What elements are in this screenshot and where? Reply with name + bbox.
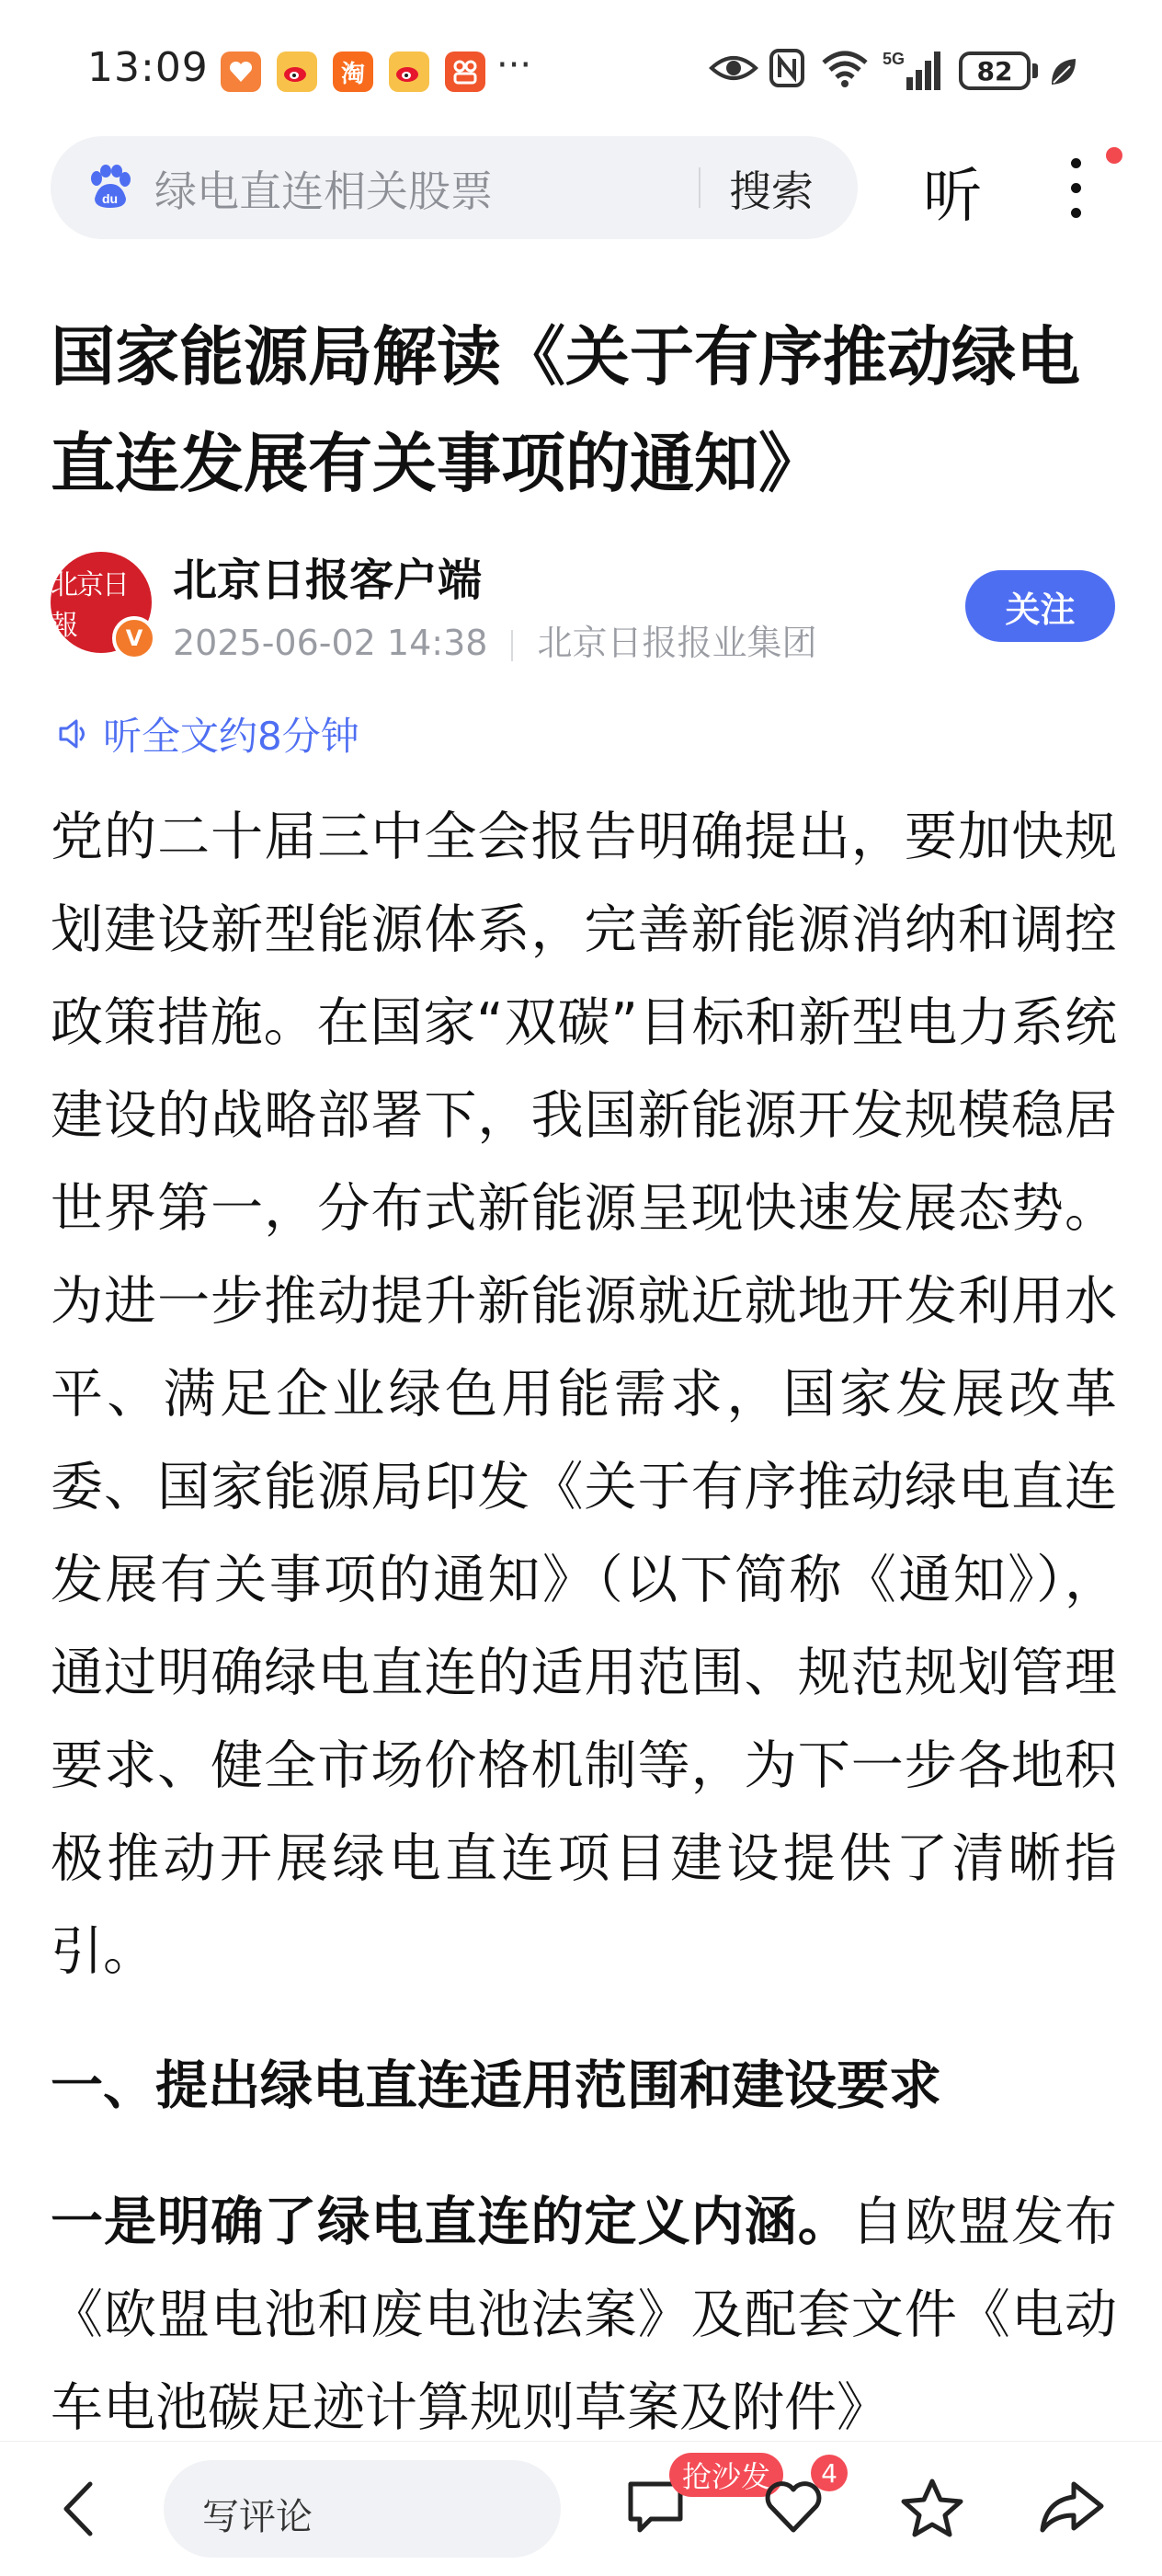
weibo-icon xyxy=(277,52,317,92)
publish-datetime: 2025-06-02 14:38 xyxy=(173,623,488,663)
avatar-logo-text: 北京日報 xyxy=(51,569,128,642)
follow-button[interactable]: 关注 xyxy=(965,570,1115,642)
author-name[interactable]: 北京日报客户端 xyxy=(173,555,483,606)
share-icon[interactable] xyxy=(1037,2477,1107,2537)
publisher-source: 北京日报报业集团 xyxy=(537,623,817,663)
verified-mark: V xyxy=(125,625,143,651)
eye-icon xyxy=(708,48,759,88)
svg-text:5G: 5G xyxy=(883,50,906,68)
weibo-icon xyxy=(389,52,429,92)
taobao-icon xyxy=(333,52,373,92)
comment-input[interactable] xyxy=(164,2460,561,2558)
paragraph-text: 自欧盟发布《欧盟电池和废电池法案》及配套文件《电动车电池碳足迹计算规则草案及附件》 xyxy=(51,2192,1118,2438)
taobao-label: 淘 xyxy=(340,60,365,88)
bottom-action-bar xyxy=(0,2441,1162,2576)
battery-level: 82 xyxy=(976,55,1013,86)
wifi-icon xyxy=(820,48,870,88)
article-paragraph xyxy=(51,2176,1117,2455)
article-title: 国家能源局解读《关于有序推动绿电直连发展有关事项的通知》 xyxy=(51,319,1080,501)
battery-tip xyxy=(1032,63,1038,78)
status-time: 13:09 xyxy=(87,44,209,91)
battery-icon xyxy=(959,52,1031,90)
svg-text:du: du xyxy=(102,191,119,206)
speaker-icon xyxy=(55,716,92,752)
notification-dot xyxy=(1106,147,1122,164)
leaf-icon xyxy=(1048,55,1079,88)
app-grid-icon xyxy=(445,52,485,92)
meta-divider xyxy=(511,630,513,661)
article-paragraph: 党的二十届三中全会报告明确提出，要加快规划建设新型能源体系，完善新能源消纳和调控政策措施。在国家“双碳”目标和新型电力系统建设的战略部署下，我国新能源开发规模稳居世界第一，分布式新能源呈现快速发展态势。为进一步推动提升新能源就近就地开发利用水平、满足企业绿色用能需求，国家发展改革委、国家能源局印发《关于有序推动绿电直连发展有关事项的通知》（以下简称《通知》），通过明确绿电直连的适用范围、规范规划管理要求、健全市场价格机制等，为下一步各地积极推动开展绿电直连项目建设提供了清晰指引。 xyxy=(51,807,1117,1982)
cellular-signal-icon xyxy=(881,48,945,92)
sofa-badge: 抢沙发 xyxy=(669,2453,783,2497)
more-notifications-icon: ··· xyxy=(496,44,532,86)
verified-badge-icon xyxy=(112,616,156,660)
more-menu-button[interactable] xyxy=(1066,158,1085,217)
baidu-paw-icon xyxy=(85,164,133,212)
like-count-badge: 4 xyxy=(811,2455,848,2491)
comment-placeholder: 写评论 xyxy=(202,2496,313,2538)
heart-badge-app-icon xyxy=(221,52,261,92)
nfc-icon xyxy=(769,48,805,88)
search-query[interactable]: 绿电直连相关股票 xyxy=(154,166,493,216)
paragraph-lead: 一是明确了绿电直连的定义内涵。 xyxy=(51,2192,851,2252)
article-meta xyxy=(173,614,816,665)
search-bar[interactable] xyxy=(51,136,858,239)
search-divider xyxy=(699,167,701,208)
status-bar xyxy=(0,0,1162,138)
favorite-star-icon[interactable] xyxy=(899,2477,965,2539)
listen-button[interactable]: 听 xyxy=(923,163,982,231)
back-arrow-icon[interactable] xyxy=(57,2479,103,2539)
listen-full-label: 听全文约8分钟 xyxy=(103,714,359,759)
listen-full-article-button[interactable] xyxy=(55,706,359,761)
section-heading: 一、提出绿电直连适用范围和建设要求 xyxy=(51,2055,941,2116)
search-button[interactable]: 搜索 xyxy=(729,166,814,216)
